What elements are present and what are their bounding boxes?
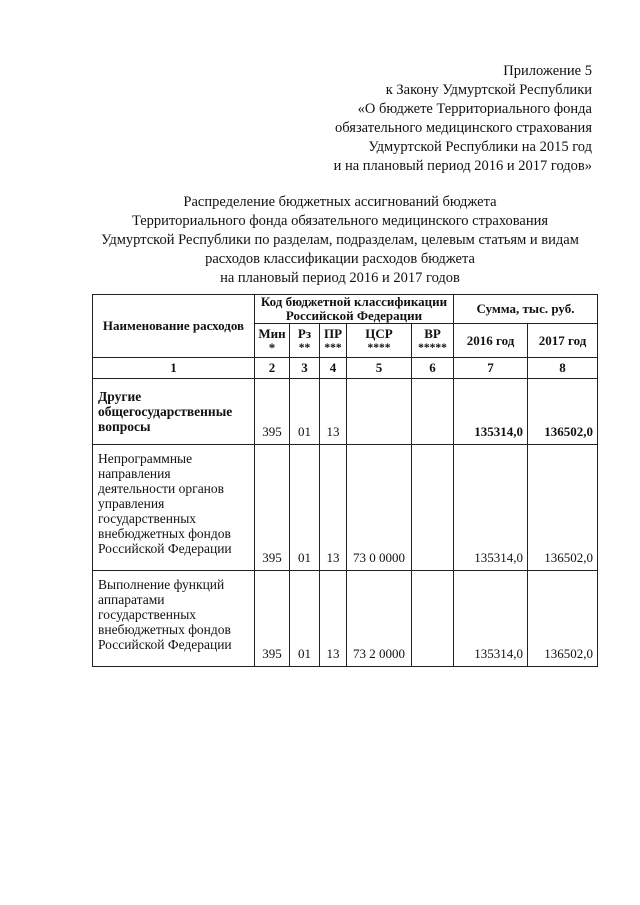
header-pr [320,324,347,358]
title-line: на плановый период 2016 и 2017 годов [220,270,460,286]
col-number: 1 [93,358,255,379]
header-pr-mark: *** [324,341,342,354]
row-name: Выполнение функций аппаратами государственных внебюджетных фондов Российской Федерации [93,571,255,667]
row-pr: 13 [320,379,347,445]
header-code-group: Код бюджетной классификации Российской Федерации [255,295,454,324]
header-pr-label: ПР [323,325,343,341]
col-number: 7 [454,358,528,379]
col-number: 8 [528,358,598,379]
header-csr [347,324,412,358]
appendix-header [334,62,592,176]
row-sum-2017: 136502,0 [528,379,598,445]
row-min: 395 [255,571,290,667]
header-2016: 2016 год [454,324,528,358]
header-rz-mark: ** [298,341,311,354]
header-csr-mark: **** [367,341,391,354]
col-number: 5 [347,358,412,379]
row-sum-2016: 135314,0 [454,571,528,667]
col-number: 6 [412,358,454,379]
appendix-line: к Закону Удмуртской Республики [385,82,592,98]
header-vr-mark: ***** [418,341,447,354]
document-title [80,193,600,288]
row-csr: 73 2 0000 [347,571,412,667]
row-sum-2016: 135314,0 [454,445,528,571]
header-sum-group: Сумма, тыс. руб. [454,295,598,324]
row-csr [347,379,412,445]
appendix-line: обязательного медицинского страхования [335,120,592,136]
header-min-mark: * [268,339,276,355]
row-vr [412,571,454,667]
row-sum-2016: 135314,0 [454,379,528,445]
header-min [255,324,290,358]
table-row [93,379,598,445]
header-2017: 2017 год [528,324,598,358]
col-number: 3 [290,358,320,379]
table-row [93,571,598,667]
header-rz-label: Рз [297,325,312,341]
row-sum-2017: 136502,0 [528,571,598,667]
header-vr-label: ВР [424,325,441,341]
row-rz: 01 [290,571,320,667]
title-line: Территориального фонда обязательного медицинского страхования [131,213,549,229]
title-line: расходов классификации расходов бюджета [205,251,475,267]
header-vr [412,324,454,358]
appendix-line: «О бюджете Территориального фонда [357,101,592,117]
row-name: Непрограммные направления деятельности органов управления государственных внебюджетных фондов Российской Федерации [93,445,255,571]
appendix-line: Приложение 5 [503,63,592,79]
row-min: 395 [255,445,290,571]
col-number: 2 [255,358,290,379]
row-csr: 73 0 0000 [347,445,412,571]
row-min: 395 [255,379,290,445]
row-vr [412,379,454,445]
row-rz: 01 [290,445,320,571]
col-number: 4 [320,358,347,379]
header-name: Наименование расходов [93,295,255,358]
row-vr [412,445,454,571]
row-sum-2017: 136502,0 [528,445,598,571]
header-rz [290,324,320,358]
title-line: Удмуртской Республики по разделам, подразделам, целевым статьям и видам [101,232,579,248]
row-pr: 13 [320,445,347,571]
header-min-label: Мин [258,325,286,341]
header-csr-label: ЦСР [365,325,393,341]
appendix-line: и на плановый период 2016 и 2017 годов» [333,158,592,174]
row-rz: 01 [290,379,320,445]
appendix-line: Удмуртской Республики на 2015 год [368,139,592,155]
title-line: Распределение бюджетных ассигнований бюджета [183,194,497,210]
row-name: Другие общегосударственные вопросы [93,379,255,445]
budget-table [92,294,598,667]
table-row [93,445,598,571]
row-pr: 13 [320,571,347,667]
